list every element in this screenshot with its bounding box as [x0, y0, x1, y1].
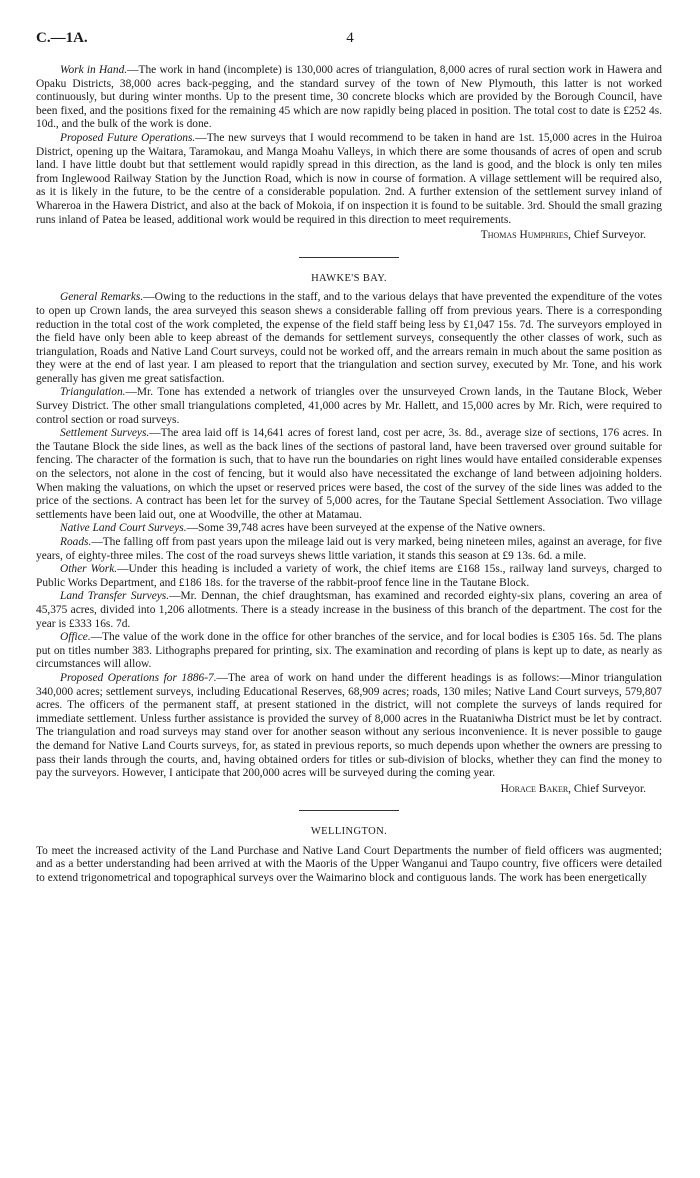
paragraph-lead: Proposed Future Operations. — [60, 131, 196, 144]
section-heading-wellington: WELLINGTON. — [310, 826, 388, 838]
signature-name: Thomas Humphries — [480, 229, 569, 242]
paragraph-roads — [36, 536, 662, 563]
paragraph-lead: Native Land Court Surveys. — [60, 522, 187, 535]
paragraph-native-land-court — [36, 522, 662, 536]
paragraph-text: —The work in hand (incomplete) is 130,000 acres of triangulation, 8,000 acres of rural section work in Hawera and Opaku Districts, 38,000 acres back-pegging, and the standard survey of the town of New Plymouth, this latter is not worked continuously, but during winter months. Up to the present time, 30 concrete blocks which are provided by the Borough Council, have been fixed, and the positions fixed for the remaining 45 which are now rapidly being placed in position. The total cost to date is £252 4s. 10d., and the bulk of the work is done. — [36, 64, 663, 131]
paragraph-text: —The falling off from past years upon the mileage laid out is very marked, being nineteen miles, against an average, for five years, of eighty-three miles. The cost of the road surveys shews little variation, it stands this season at £9 13s. 6d. a mile. — [36, 536, 662, 562]
paragraph-lead: Work in Hand. — [60, 64, 128, 76]
signature-title: , Chief Surveyor. — [568, 782, 646, 795]
paragraph-lead: Other Work. — [60, 563, 118, 576]
section-divider — [299, 257, 399, 258]
paragraph-text: —The new surveys that I would recommend to be taken in hand are 1st. 15,000 acres in the Huiroa District, opening up the Waitara, Taramokau, and Manga Moahu Valleys, in which there are some thousands of acres of open and scrub land. I have little doubt but that settlement would rapidly spread in this direction, as the land is good, and the block is only ten miles from Inglewood Railway Station by the Junction Road, which is now in course of formation. A village settlement will be required also, as it is likely in the future, to be the centre of a considerable population. 2nd. A further extension of the settlement survey inland of Whareroa in the Hawera District, and also at the back of Mokoia, if on inspection it is found to be suitable. 3rd. Should the small grazing runs inland of Patea be leased, additional work would be required in this direction to meet requirements. — [36, 131, 663, 226]
page-number: 4 — [346, 30, 354, 46]
paragraph-triangulation — [36, 386, 662, 427]
paragraph-wellington: To meet the increased activity of the Land Purchase and Native Land Court Departments the number of field officers was augmented; and as a better understanding had been arrived at with the Maoris of the Upper Wanganui and Taupo country, five officers were detailed to extend trigonometrical and topographical surveys over the Waimarino block and contiguous lands. The work has been energetically — [36, 844, 662, 885]
section-divider — [299, 810, 399, 811]
signature-name: Horace Baker — [500, 782, 569, 795]
paragraph-work-in-hand — [36, 64, 662, 132]
paragraph-text: —The area of work on hand under the different headings is as follows:—Minor triangulation 340,000 acres; settlement surveys, including Educational Reserves, 68,909 acres; roads, 130 miles; Native Land Court surveys, 579,807 acres. The officers of the permanent staff, at present stationed in the district, will not complete the surveys of lands required for immediate settlement. Unless further assistance is provided the survey of 8,000 acres in the Ruataniwha District must be let by contract. The triangulation and road surveys may stand over for another season without any serious inconvenience. It is never possible to gauge the demand for Native Land Courts surveys, for, as stated in previous reports, so much depends upon whether the owners are pressing to pass their lands through the courts, and, having obtained orders for titles or sub-division of blocks, whether they can find the money to pay the surveyors. However, I anticipate that 200,000 acres will be surveyed during the coming year. — [36, 671, 662, 780]
paragraph-lead: Proposed Operations for 1886-7. — [60, 671, 217, 684]
page-body — [36, 64, 662, 886]
paragraph-proposed-future — [36, 132, 662, 227]
paragraph-text: —Mr. Dennan, the chief draughtsman, has examined and recorded eighty-six plans, covering an area of 45,375 acres, divided into 1,206 allotments. There is a steady increase in the business of this branch of the department. The cost for the year is £333 16s. 7d. — [36, 590, 662, 630]
paragraph-text: —Owing to the reductions in the staff, and to the various delays that have prevented the expenditure of the votes to open up Crown lands, the area surveyed this season shews a considerable falling off from previous years. There is a corresponding reduction in the total cost of the work completed, the expense of the field staff being less by £1,047 15s. 7d. The surveyors employed in the field have only been able to keep abreast of the demands for settlement surveys, consequently the other classes of work, such as triangulation, Roads and Native Land Court surveys, could not be worked off, and the arrears remain in much about the same position as they were at the end of last year. I am pleased to report that the triangulation and section survey, executed by Mr. Tone, and his work generally has given me great satisfaction. — [36, 291, 662, 385]
document-code: C.—1A. — [36, 30, 88, 46]
paragraph-lead: General Remarks. — [60, 291, 144, 304]
section-heading-hawkes-bay: HAWKE'S BAY. — [311, 272, 387, 284]
paragraph-lead: Land Transfer Surveys. — [60, 590, 170, 603]
paragraph-office — [36, 631, 662, 672]
paragraph-text: —The value of the work done in the office for other branches of the service, and for local bodies is £305 16s. 5d. The plans put on titles number 383. Lithographs prepared for printing, six. The examination and recording of plans is kept up to date, as nearly as circumstances will allow. — [36, 631, 662, 671]
paragraph-general-remarks — [36, 291, 662, 386]
paragraph-lead: Triangulation. — [60, 386, 126, 399]
page-header — [36, 30, 664, 50]
signature-taranaki — [36, 229, 646, 243]
paragraph-settlement-surveys — [36, 427, 662, 522]
signature-hawkes-bay — [36, 783, 646, 797]
paragraph-text: —Mr. Tone has extended a network of triangles over the unsurveyed Crown lands, in the Tautane Block, Weber Survey District. The other small triangulations completed, 41,000 acres by Mr. Hallett, and 15,000 acres by Mr. Rich, were required to control section or road surveys. — [36, 386, 662, 426]
paragraph-text: —The area laid off is 14,641 acres of forest land, cost per acre, 3s. 8d., average size of sections, 176 acres. In the Tautane Block the side lines, as well as the back lines of the sections of pastoral land, have been traversed over ground suitable for fencing. The character of the formation is such, that to have run the boundaries on right lines would have entailed considerable expenses on the selectors, not alone in the cost of fencing, but it would also have necessitated the exchange of land between adjoining holders. When making the valuations, on which the upset or reserved prices were based, the cost of the survey of the side lines was added to the price of the sections. A contract has been let for the survey of 5,000 acres, for the Tautane Special Settlement Association. Two village settlements have been laid out, one at Woodville, the other at Matamau. — [36, 427, 662, 521]
paragraph-text: —Under this heading is included a variety of work, the chief items are £168 15s., railway land surveys, charged to Public Works Department, and £186 18s. for the traverse of the rabbit-proof fence line in the Tautane Block. — [36, 563, 662, 589]
paragraph-other-work — [36, 563, 662, 590]
paragraph-text: —Some 39,748 acres have been surveyed at the expense of the Native owners. — [186, 522, 546, 535]
paragraph-lead: Settlement Surveys. — [60, 427, 150, 440]
paragraph-lead: Office. — [60, 631, 91, 644]
paragraph-land-transfer — [36, 590, 662, 631]
paragraph-lead: Roads. — [60, 536, 92, 548]
paragraph-proposed-operations — [36, 672, 662, 781]
signature-title: , Chief Surveyor. — [568, 229, 646, 242]
